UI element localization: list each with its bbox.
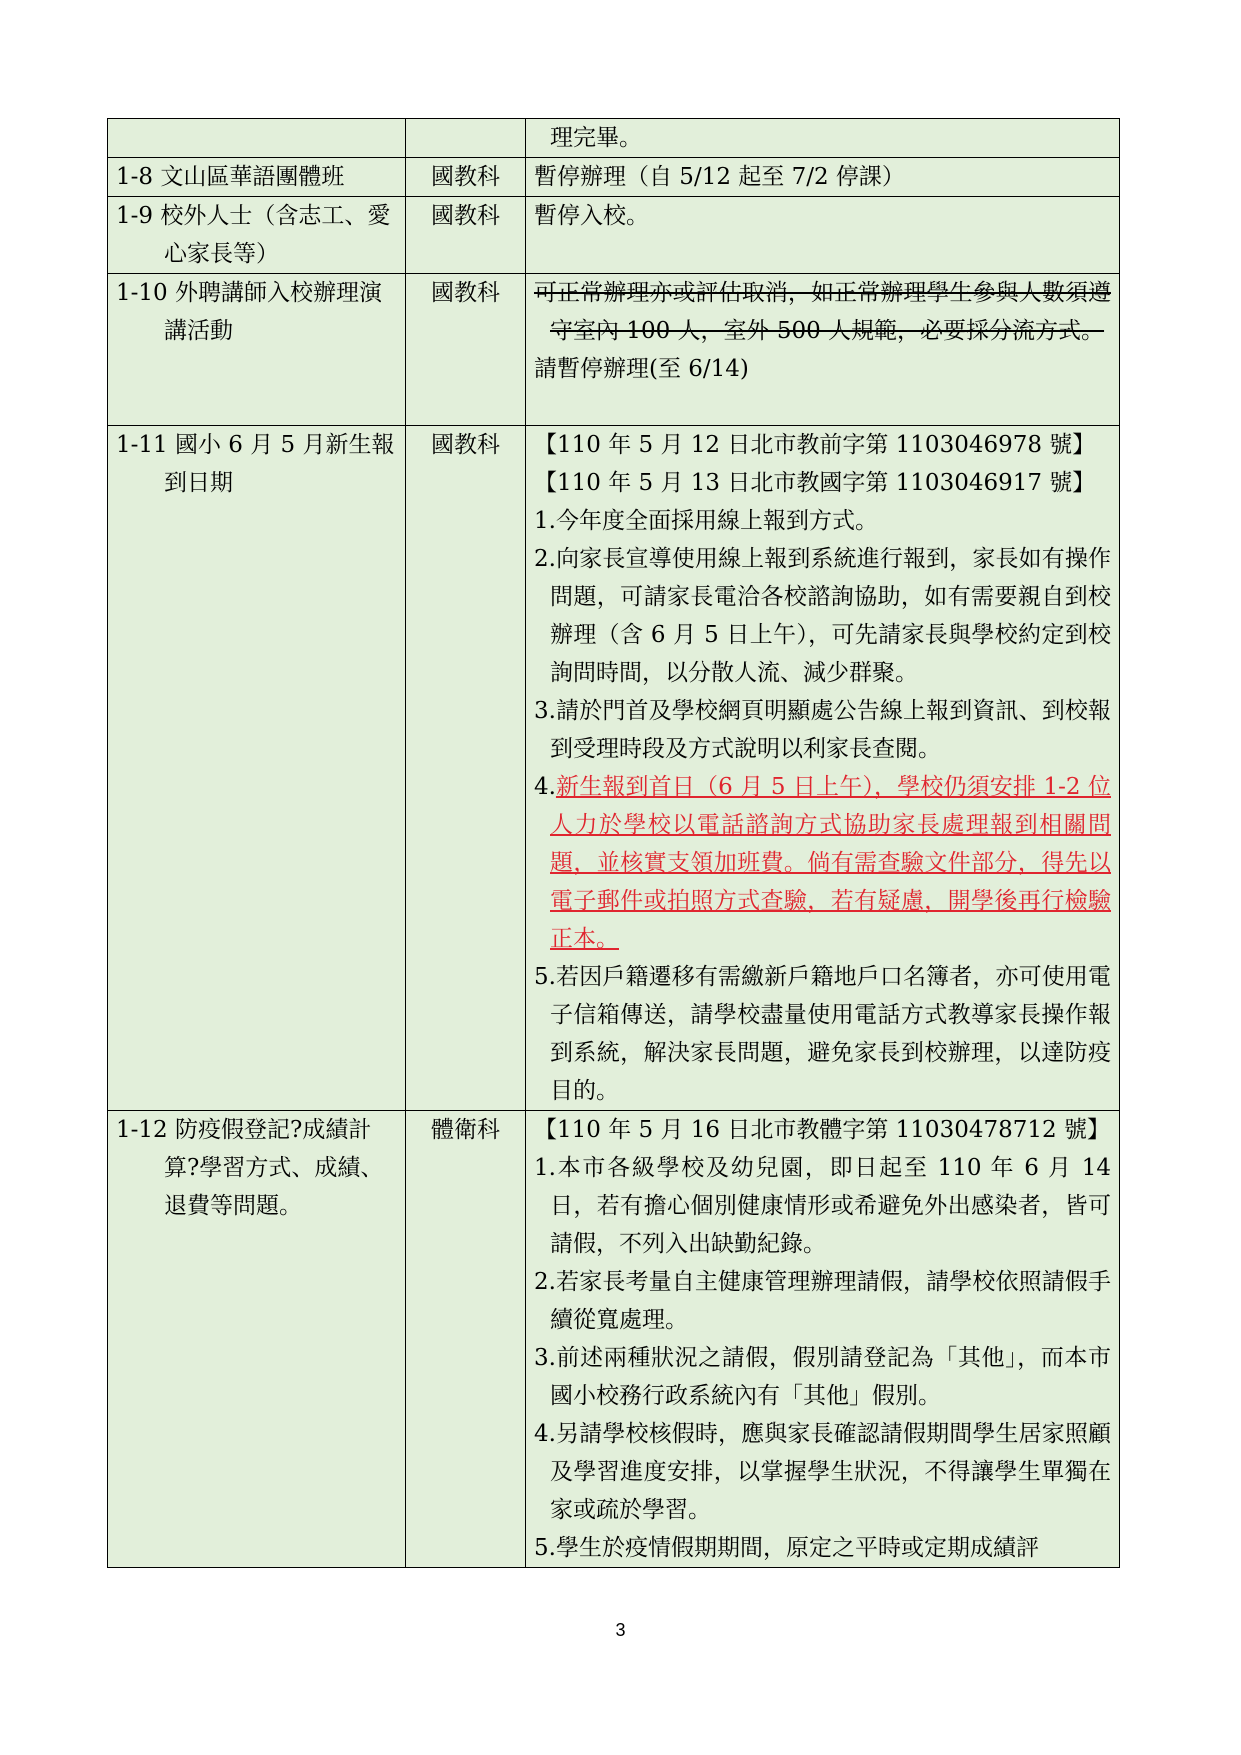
item-cell: 1-10 外聘講師入校辦理演講活動 xyxy=(108,274,406,426)
list-item: 1.本市各級學校及幼兒園，即日起至 110 年 6 月 14 日，若有擔心個別健康情形或希避免外出感染者，皆可請假，不列入出缺勤紀錄。 xyxy=(534,1155,1111,1257)
list-item: 3.請於門首及學校網頁明顯處公告線上報到資訊、到校報到受理時段及方式說明以利家長查閱。 xyxy=(534,698,1111,762)
dept-cell xyxy=(406,119,526,158)
content-cell: 理完畢。 xyxy=(526,119,1120,158)
dept-cell: 國教科 xyxy=(406,274,526,426)
item-cell: 1-9 校外人士（含志工、愛心家長等） xyxy=(108,197,406,274)
item-cell: 1-11 國小 6 月 5 月新生報到日期 xyxy=(108,426,406,1111)
content-cell: 暫停辦理（自 5/12 起至 7/2 停課） xyxy=(526,158,1120,197)
list-item: 2.若家長考量自主健康管理辦理請假，請學校依照請假手續從寬處理。 xyxy=(534,1269,1111,1333)
dept-cell: 國教科 xyxy=(406,197,526,274)
list-item: 4.新生報到首日（6 月 5 日上午），學校仍須安排 1-2 位人力於學校以電話諮詢方式協助家長處理報到相關問題，並核實支領加班費。倘有需查驗文件部分，得先以電子郵件或拍照方式查驗，若有疑慮，開學後再行檢驗正本。 xyxy=(534,774,1111,952)
dept-cell: 體衛科 xyxy=(406,1111,526,1568)
content-cell xyxy=(526,426,1120,1111)
table-row xyxy=(108,274,1120,426)
dept-cell: 國教科 xyxy=(406,158,526,197)
list-item: 5.學生於疫情假期期間，原定之平時或定期成績評 xyxy=(534,1535,1039,1561)
list-item: 2.向家長宣導使用線上報到系統進行報到，家長如有操作問題，可請家長電洽各校諮詢協助，如有需要親自到校辦理（含 6 月 5 日上午），可先請家長與學校約定到校詢問時間，以分散人流、減少群聚。 xyxy=(534,546,1111,686)
item-cell: 1-12 防疫假登記?成績計算?學習方式、成績、退費等問題。 xyxy=(108,1111,406,1568)
page-number: 3 xyxy=(615,1620,626,1640)
list-item: 1.今年度全面採用線上報到方式。 xyxy=(534,508,878,534)
document-reference: 【110 年 5 月 12 日北市教前字第 1103046978 號】 xyxy=(534,432,1096,458)
item-cell xyxy=(108,119,406,158)
list-item: 5.若因戶籍遷移有需繳新戶籍地戶口名簿者，亦可使用電子信箱傳送，請學校盡量使用電話方式教導家長操作報到系統，解決家長問題，避免家長到校辦理，以達防疫目的。 xyxy=(534,964,1111,1104)
content-cell: 暫停入校。 xyxy=(526,197,1120,274)
measures-table xyxy=(107,118,1120,1568)
item-cell: 1-8 文山區華語團體班 xyxy=(108,158,406,197)
list-item: 3.前述兩種狀況之請假，假別請登記為「其他」，而本市國小校務行政系統內有「其他」假別。 xyxy=(534,1345,1111,1409)
table-row xyxy=(108,158,1120,197)
table-row xyxy=(108,119,1120,158)
content-cell: 可正常辦理亦或評估取消，如正常辦理學生參與人數須遵守室內 100 人，室外 500 人規範，必要採分流方式。 請暫停辦理(至 6/14) xyxy=(526,274,1120,426)
dept-cell: 國教科 xyxy=(406,426,526,1111)
highlighted-text: 新生報到首日（6 月 5 日上午），學校仍須安排 1-2 位人力於學校以電話諮詢方式協助家長處理報到相關問題，並核實支領加班費。倘有需查驗文件部分，得先以電子郵件或拍照方式查驗，若有疑慮，開學後再行檢驗正本。 xyxy=(550,774,1111,952)
document-reference: 【110 年 5 月 13 日北市教國字第 1103046917 號】 xyxy=(534,470,1096,496)
table-row xyxy=(108,426,1120,1111)
document-reference: 【110 年 5 月 16 日北市教體字第 11030478712 號】 xyxy=(534,1117,1110,1143)
list-item: 4.另請學校核假時，應與家長確認請假期間學生居家照顧及學習進度安排，以掌握學生狀況，不得讓學生單獨在家或疏於學習。 xyxy=(534,1421,1111,1523)
struck-text: 可正常辦理亦或評估取消，如正常辦理學生參與人數須遵守室內 100 人，室外 500 人規範，必要採分流方式。 xyxy=(534,280,1111,344)
table-row xyxy=(108,1111,1120,1568)
content-cell xyxy=(526,1111,1120,1568)
table-row xyxy=(108,197,1120,274)
